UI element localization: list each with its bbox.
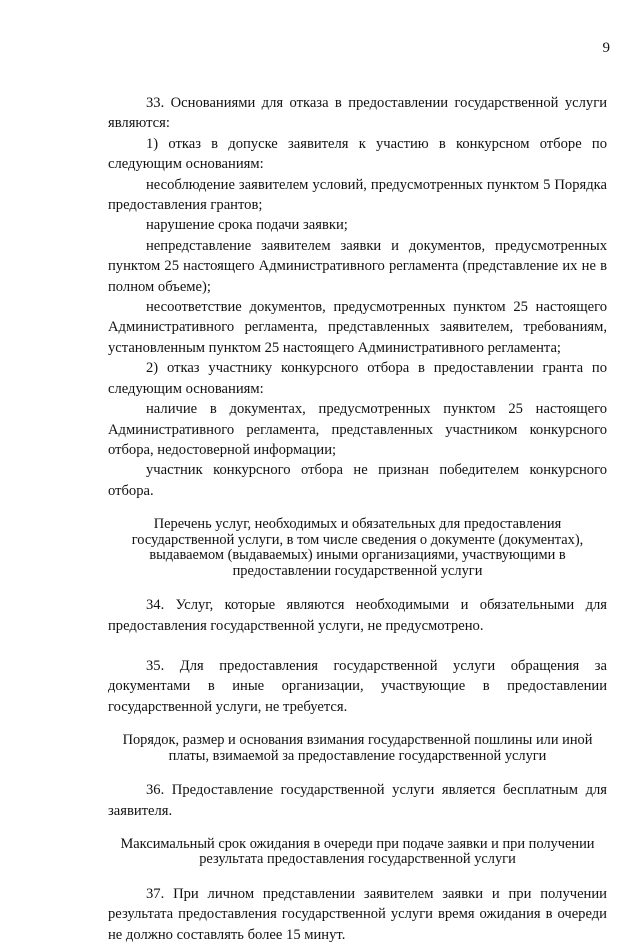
paragraph-33-2b: участник конкурсного отбора не признан победителем конкурсного отбора.: [108, 462, 607, 499]
page-number: 9: [602, 40, 610, 56]
paragraph-37: 37. При личном представлении заявителем заявки и при получении результата предоставления государственной услуги время ожидания в очереди не должно составлять более 15 минут.: [108, 885, 607, 943]
paragraph-33-1c: непредставление заявителем заявки и документов, предусмотренных пунктом 25 настоящего Административного регламента (представление их не в полном объеме);: [108, 237, 607, 295]
section-heading-fee: Порядок, размер и основания взимания государственной пошлины или иной платы, взимаемой за предоставление государственной услуги: [122, 732, 593, 764]
paragraph-33: 33. Основаниями для отказа в предоставлении государственной услуги являются:: [108, 95, 607, 132]
paragraph-34: 34. Услуг, которые являются необходимыми и обязательными для предоставления государственной услуги, не предусмотрено.: [108, 597, 607, 634]
document-body: [108, 93, 607, 945]
paragraph-33-2a: наличие в документах, предусмотренных пунктом 25 настоящего Административного регламента, представленных участником конкурсного отбора, недостоверной информации;: [108, 401, 607, 458]
paragraph-33-1d: несоответствие документов, предусмотренных пунктом 25 настоящего Административного регламента, представленных заявителем, требованиям, установленным пунктом 25 настоящего Административного регламента;: [108, 299, 607, 356]
paragraph-33-2: 2) отказ участнику конкурсного отбора в предоставлении гранта по следующим основаниям:: [108, 360, 607, 397]
paragraph-35: 35. Для предоставления государственной услуги обращения за документами в иные организации, участвующие в предоставлении государственной услуги, не требуется.: [108, 657, 607, 715]
paragraph-33-1: 1) отказ в допуске заявителя к участию в конкурсном отборе по следующим основаниям:: [108, 135, 607, 173]
paragraph-33-1a: несоблюдение заявителем условий, предусмотренных пунктом 5 Порядка предоставления грантов;: [108, 176, 607, 214]
paragraph-33-1b: нарушение срока подачи заявки;: [146, 217, 348, 234]
paragraph-36: 36. Предоставление государственной услуги является бесплатным для заявителя.: [108, 782, 607, 819]
section-heading-queue: Максимальный срок ожидания в очереди при подаче заявки и при получении результата предоставления государственной услуги: [120, 835, 595, 868]
section-heading-services: Перечень услуг, необходимых и обязательных для предоставления государственной услуги, в том числе сведения о документе (документах), выдаваемом (выдаваемых) иными организациями, участвующими в предоставлении государственной услуги: [131, 516, 584, 579]
